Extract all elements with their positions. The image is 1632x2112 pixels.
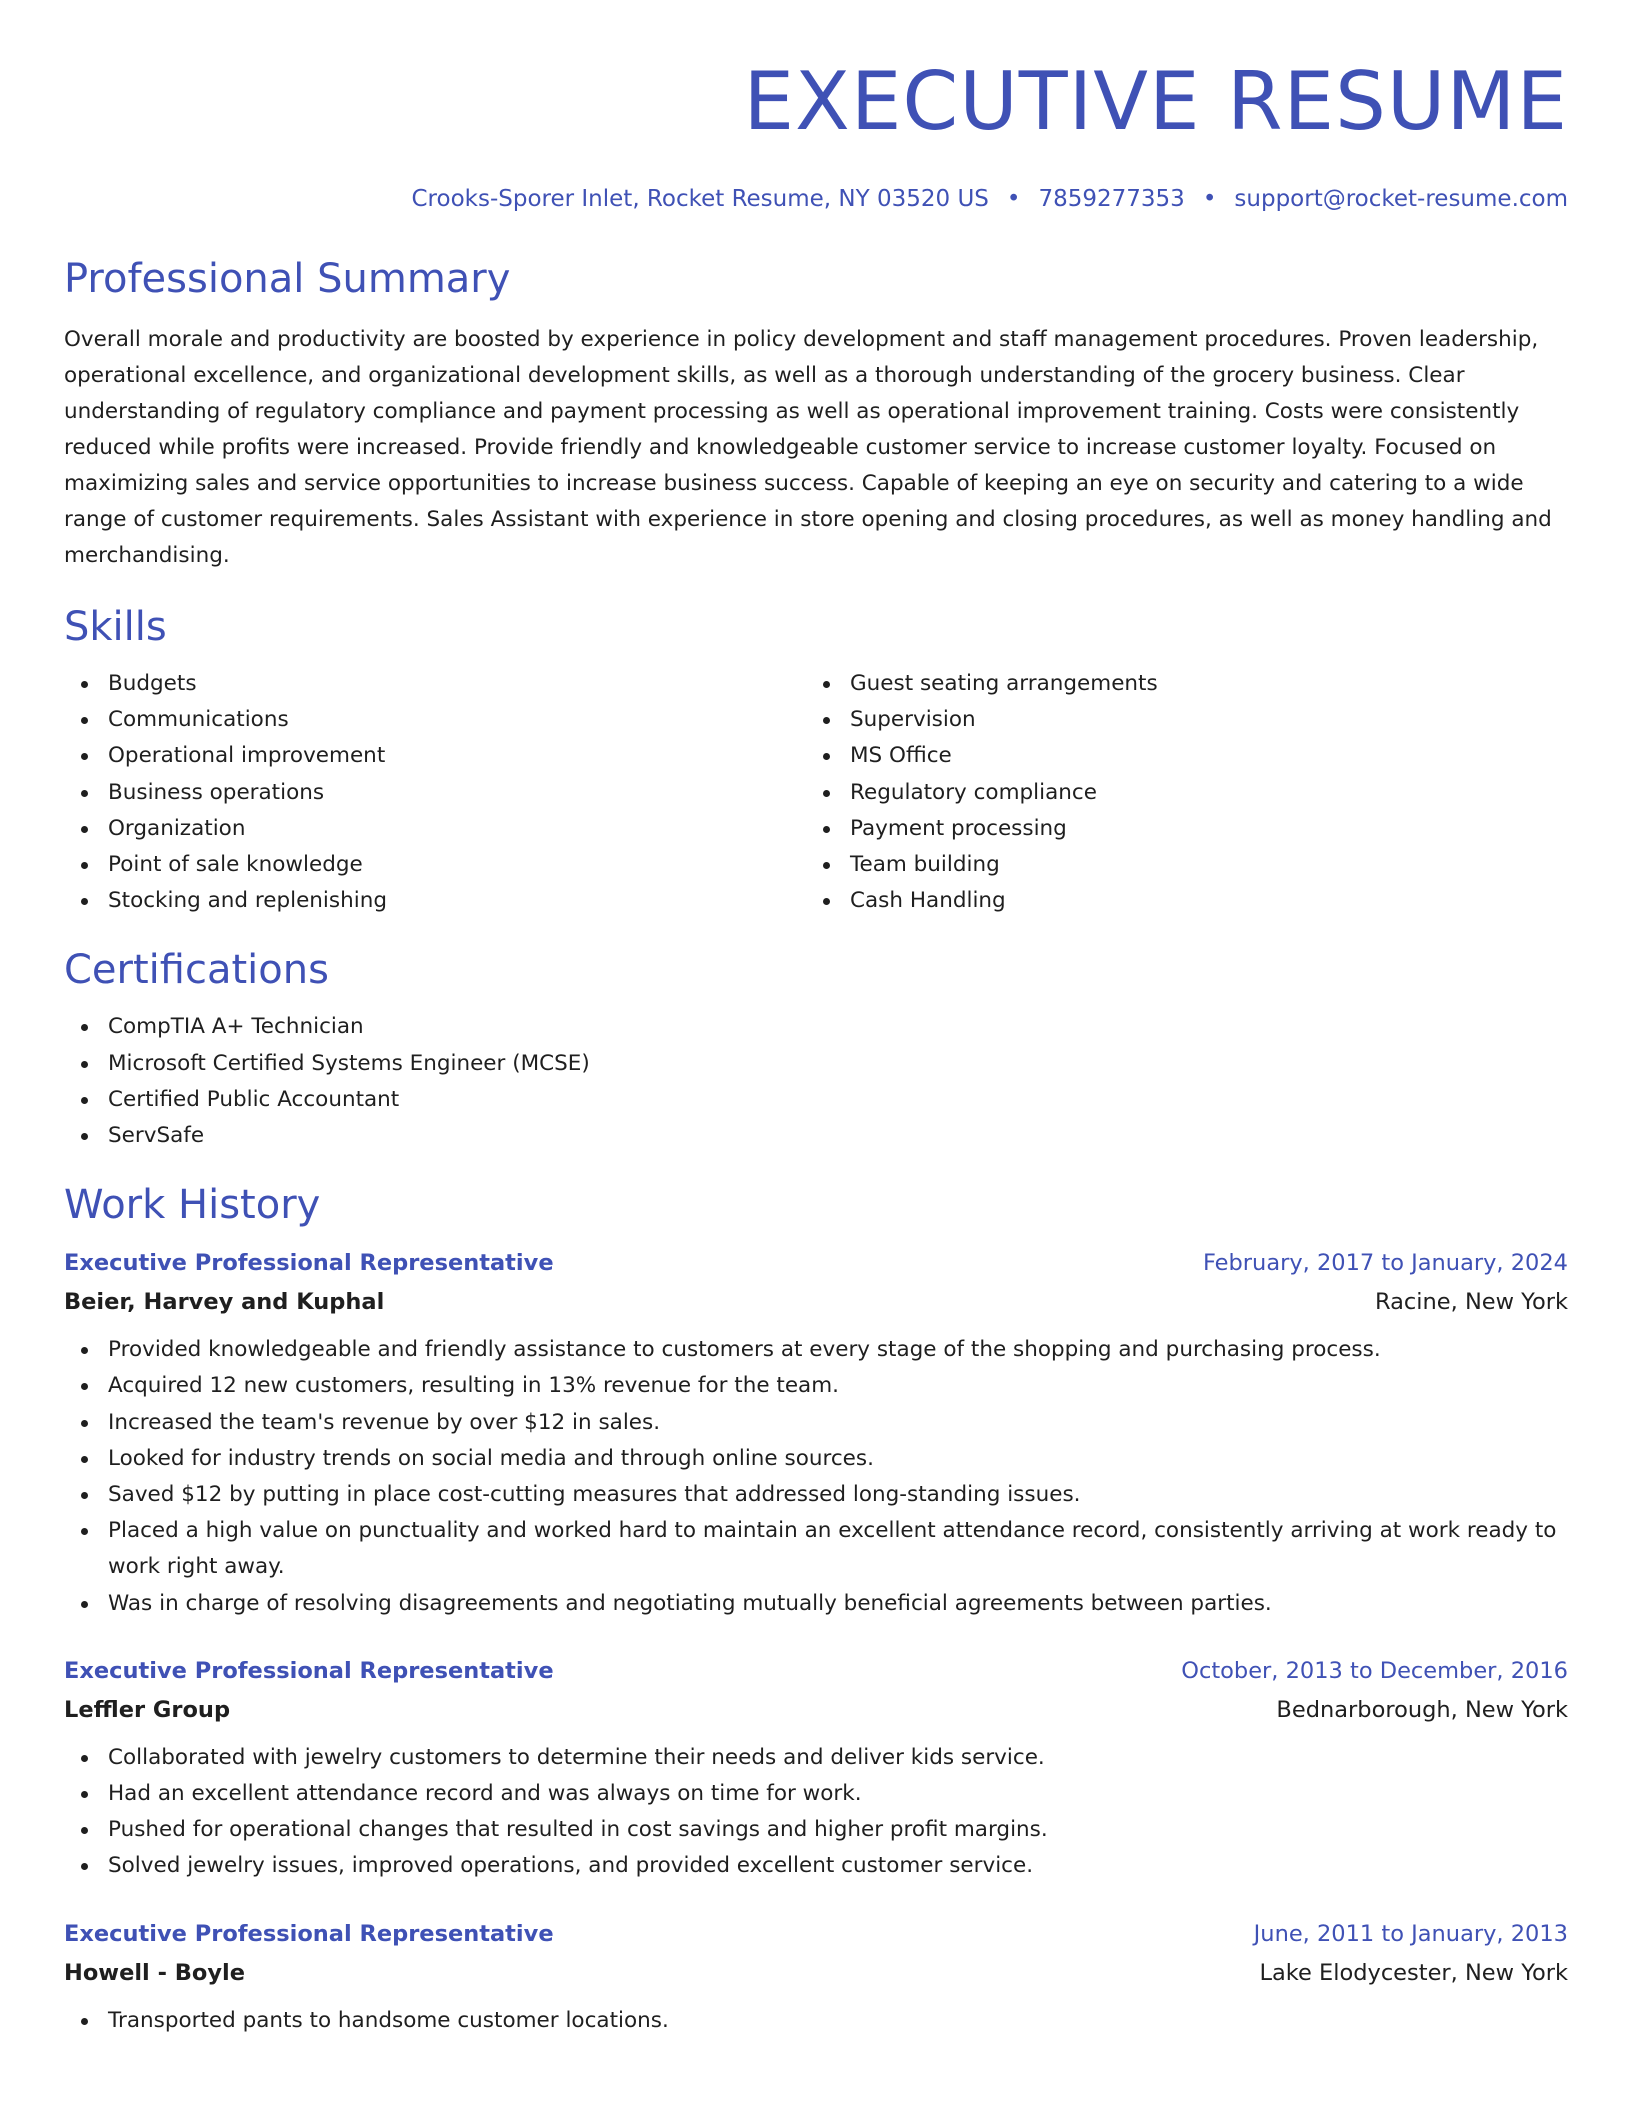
skill-item: Communications [64, 702, 806, 738]
job-header-row [64, 1244, 1568, 1282]
skill-item: MS Office [806, 738, 1548, 774]
job-duties-list [64, 1740, 1568, 1885]
skill-item: Point of sale knowledge [64, 847, 806, 883]
job-duty-item: Acquired 12 new customers, resulting in 13% revenue for the team. [64, 1368, 1568, 1404]
job-duty-item: Looked for industry trends on social media and through online sources. [64, 1441, 1568, 1477]
job-location: Racine, New York [1375, 1289, 1568, 1316]
job-duty-item: Collaborated with jewelry customers to determine their needs and deliver kids service. [64, 1740, 1568, 1776]
job-entry [64, 1244, 1568, 1622]
job-dates: October, 2013 to December, 2016 [1181, 1657, 1568, 1684]
contact-phone: 7859277353 [1038, 186, 1185, 212]
job-location: Bednarborough, New York [1276, 1696, 1568, 1723]
job-duty-item: Saved $12 by putting in place cost-cutting measures that addressed long-standing issues. [64, 1477, 1568, 1513]
job-header-row [64, 1915, 1568, 1953]
job-dates: June, 2011 to January, 2013 [1253, 1920, 1568, 1947]
certification-item: ServSafe [64, 1118, 1568, 1154]
resume-page [64, 0, 1568, 2039]
certifications-heading: Certifications [64, 947, 329, 994]
skill-item: Cash Handling [806, 883, 1548, 919]
job-duty-item: Transported pants to handsome customer locations. [64, 2003, 1568, 2039]
job-header-row [64, 1652, 1568, 1690]
summary-text: Overall morale and productivity are boosted by experience in policy development and staff management procedures. Proven leadership, operational excellence, and organizational development skills, as well as a thorough understanding of the grocery business. Clear understanding of regulatory compliance and payment processing as well as operational improvement training. Costs were consistently reduced while profits were increased. Provide friendly and knowledgeable customer service to increase customer loyalty. Focused on maximizing sales and service opportunities to increase business success. Capable of keeping an eye on security and catering to a wide range of customer requirements. Sales Assistant with experience in store opening and closing procedures, as well as money handling and merchandising. [64, 327, 1552, 568]
skill-item: Guest seating arrangements [806, 666, 1548, 702]
job-company-row [64, 1282, 1568, 1322]
summary-heading: Professional Summary [64, 256, 511, 302]
job-duty-item: Was in charge of resolving disagreements and negotiating mutually beneficial agreements between parties. [64, 1586, 1568, 1622]
skill-item: Supervision [806, 702, 1548, 738]
job-duties-list [64, 1332, 1568, 1622]
work-history-heading: Work History [64, 1182, 321, 1229]
job-title: Executive Professional Representative [64, 1657, 554, 1684]
job-duty-item: Increased the team's revenue by over $12 in sales. [64, 1405, 1568, 1441]
job-dates: February, 2017 to January, 2024 [1202, 1250, 1568, 1277]
skill-item: Regulatory compliance [806, 775, 1548, 811]
skill-item: Budgets [64, 666, 806, 702]
job-title: Executive Professional Representative [64, 1920, 554, 1947]
job-duty-item: Provided knowledgeable and friendly assistance to customers at every stage of the shopping and purchasing process. [64, 1332, 1568, 1368]
job-duties-list [64, 2003, 1568, 2039]
job-title: Executive Professional Representative [64, 1250, 554, 1277]
skill-item: Operational improvement [64, 738, 806, 774]
skill-item: Organization [64, 811, 806, 847]
certification-item: Microsoft Certified Systems Engineer (MCSE) [64, 1046, 1568, 1082]
certification-item: CompTIA A+ Technician [64, 1009, 1568, 1045]
job-duty-item: Placed a high value on punctuality and worked hard to maintain an excellent attendance record, consistently arriving at work ready to work right away. [64, 1513, 1568, 1585]
skills-grid [64, 666, 1568, 919]
job-company: Beier, Harvey and Kuphal [64, 1289, 385, 1316]
job-duty-item: Solved jewelry issues, improved operations, and provided excellent customer service. [64, 1848, 1568, 1884]
job-company: Howell - Boyle [64, 1959, 246, 1986]
job-entry [64, 1652, 1568, 1885]
job-company-row [64, 1953, 1568, 1993]
skill-item: Business operations [64, 775, 806, 811]
job-company-row [64, 1690, 1568, 1730]
skills-list-right [806, 666, 1548, 919]
certifications-list [64, 1009, 1568, 1154]
contact-email[interactable]: support@rocket-resume.com [1234, 186, 1568, 212]
skill-item: Stocking and replenishing [64, 883, 806, 919]
certification-item: Certified Public Accountant [64, 1082, 1568, 1118]
resume-title: EXECUTIVE RESUME [743, 55, 1568, 148]
job-company: Leffler Group [64, 1696, 231, 1723]
contact-line [64, 184, 1568, 214]
job-duty-item: Had an excellent attendance record and was always on time for work. [64, 1776, 1568, 1812]
skill-item: Payment processing [806, 811, 1548, 847]
job-entry [64, 1915, 1568, 2039]
contact-separator: • [1202, 186, 1217, 212]
job-duty-item: Pushed for operational changes that resulted in cost savings and higher profit margins. [64, 1812, 1568, 1848]
contact-address: Crooks-Sporer Inlet, Rocket Resume, NY 03520 US [411, 186, 989, 212]
skills-heading: Skills [64, 604, 167, 650]
contact-separator: • [1006, 186, 1021, 212]
skill-item: Team building [806, 847, 1548, 883]
job-location: Lake Elodycester, New York [1259, 1959, 1568, 1986]
skills-list-left [64, 666, 806, 919]
